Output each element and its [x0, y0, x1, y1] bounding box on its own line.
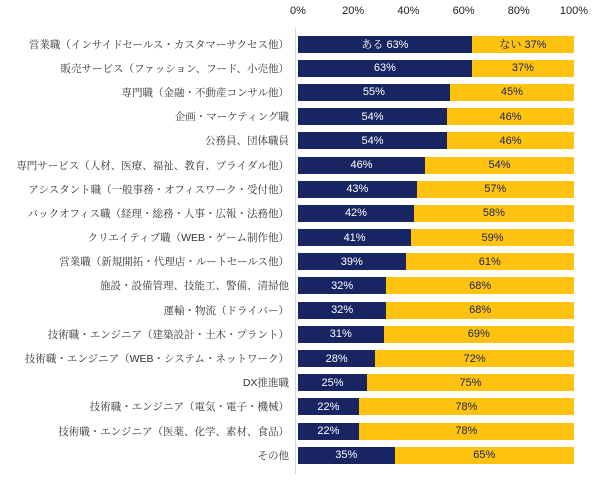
category-label: アシスタント職（一般事務・オフィスワーク・受付他） — [28, 183, 289, 196]
chart-rows — [0, 32, 600, 467]
bar-track — [298, 350, 574, 367]
bar-track — [298, 84, 574, 101]
table-row — [0, 443, 600, 467]
bar-segment-yes — [298, 108, 447, 125]
category-label: バックオフィス職（経理・総務・人事・広報・法務他） — [27, 207, 289, 220]
bar-value-label: 41% — [343, 231, 366, 244]
bar-value-label: 78% — [455, 425, 478, 438]
bar-track — [298, 108, 574, 125]
bar-segment-yes — [298, 253, 406, 270]
bar-track — [298, 60, 574, 77]
table-row — [0, 226, 600, 250]
category-label: 販売サービス（ファッション、フード、小売他） — [60, 62, 289, 75]
x-axis-tick-label: 20% — [342, 5, 365, 17]
bar-value-label: 46% — [350, 159, 373, 172]
bar-segment-yes — [298, 181, 417, 198]
table-row — [0, 322, 600, 346]
bar-track — [298, 36, 574, 53]
bar-segment-yes — [298, 302, 386, 319]
bar-track — [298, 277, 574, 294]
table-row — [0, 177, 600, 201]
table-row — [0, 274, 600, 298]
bar-value-label: 39% — [340, 255, 363, 268]
bar-value-label: 35% — [335, 449, 358, 462]
bar-segment-no — [450, 84, 574, 101]
bar-value-label: 72% — [463, 352, 486, 365]
bar-value-label: 46% — [499, 134, 522, 147]
bar-value-label: ある 63% — [361, 39, 409, 52]
bar-segment-yes — [298, 398, 359, 415]
bar-value-label: 58% — [482, 207, 505, 220]
bar-track — [298, 229, 574, 246]
bar-segment-yes — [298, 84, 450, 101]
bar-segment-no — [406, 253, 574, 270]
bar-value-label: 31% — [329, 328, 352, 341]
bar-value-label: 46% — [499, 110, 522, 123]
bar-segment-yes — [298, 229, 411, 246]
bar-track — [298, 374, 574, 391]
bar-value-label: 22% — [317, 425, 340, 438]
bar-track — [298, 253, 574, 270]
bar-segment-yes — [298, 277, 386, 294]
category-label: 技術職・エンジニア（WEB・システム・ネットワーク） — [24, 353, 289, 366]
bar-value-label: 59% — [481, 231, 504, 244]
table-row — [0, 105, 600, 129]
bar-value-label: 78% — [455, 400, 478, 413]
bar-segment-yes — [298, 157, 425, 174]
bar-value-label: 32% — [331, 304, 354, 317]
table-row — [0, 80, 600, 104]
bar-segment-yes — [298, 132, 447, 149]
bar-value-label: 57% — [484, 183, 507, 196]
bar-value-label: 43% — [346, 183, 369, 196]
table-row — [0, 56, 600, 80]
bar-segment-no — [359, 423, 574, 440]
bar-segment-no — [472, 60, 574, 77]
bar-value-label: 25% — [321, 376, 344, 389]
bar-segment-no — [417, 181, 574, 198]
bar-segment-no — [414, 205, 574, 222]
bar-segment-no — [395, 447, 574, 464]
table-row — [0, 298, 600, 322]
bar-segment-yes — [298, 205, 414, 222]
bar-segment-yes — [298, 447, 395, 464]
x-axis — [0, 0, 600, 22]
table-row — [0, 371, 600, 395]
x-axis-tick-label: 100% — [559, 5, 589, 17]
category-label: 技術職・エンジニア（建築設計・土木・プラント） — [47, 328, 289, 341]
category-label: 技術職・エンジニア（電気・電子・機械） — [89, 401, 289, 414]
x-axis-tick-label: 0% — [290, 5, 306, 17]
x-axis-tick-label: 80% — [507, 5, 530, 17]
x-axis-tick-label: 60% — [452, 5, 475, 17]
category-label: その他 — [257, 449, 289, 462]
category-label: DX推進職 — [242, 377, 289, 390]
bar-value-label: 42% — [344, 207, 367, 220]
bar-segment-yes — [298, 374, 367, 391]
table-row — [0, 346, 600, 370]
bar-track — [298, 326, 574, 343]
bar-track — [298, 423, 574, 440]
category-label: 企画・マーケティング職 — [174, 111, 289, 124]
table-row — [0, 250, 600, 274]
category-label: 施設・設備管理、技能工、警備、清掃他 — [100, 280, 289, 293]
bar-value-label: 61% — [478, 255, 501, 268]
bar-segment-no — [386, 302, 574, 319]
bar-segment-yes — [298, 350, 375, 367]
bar-segment-no — [386, 277, 574, 294]
bar-value-label: 54% — [361, 110, 384, 123]
table-row — [0, 129, 600, 153]
bar-value-label: 63% — [373, 62, 396, 75]
bar-value-label: 68% — [469, 279, 492, 292]
bar-value-label: 54% — [361, 134, 384, 147]
bar-track — [298, 447, 574, 464]
category-label: 営業職（インサイドセールス・カスタマーサクセス他） — [28, 38, 289, 51]
table-row — [0, 419, 600, 443]
category-label: 技術職・エンジニア（医薬、化学、素材、食品） — [58, 425, 289, 438]
table-row — [0, 32, 600, 56]
table-row — [0, 153, 600, 177]
bar-segment-no — [359, 398, 574, 415]
category-label: 専門職（金融・不動産コンサル他） — [121, 86, 289, 99]
bar-segment-yes — [298, 36, 472, 53]
table-row — [0, 395, 600, 419]
x-axis-tick-label: 40% — [397, 5, 420, 17]
category-label: 公務員、団体職員 — [205, 135, 289, 148]
bar-value-label: 69% — [467, 328, 490, 341]
category-label: クリエイティブ職（WEB・ゲーム制作他） — [87, 232, 289, 245]
bar-value-label: ない 37% — [499, 39, 547, 52]
bar-segment-no — [411, 229, 574, 246]
bar-value-label: 22% — [317, 400, 340, 413]
bar-value-label: 45% — [500, 86, 523, 99]
bar-value-label: 28% — [325, 352, 348, 365]
bar-track — [298, 205, 574, 222]
bar-value-label: 54% — [488, 159, 511, 172]
category-label: 営業職（新規開拓・代理店・ルートセールス他） — [59, 256, 289, 269]
bar-track — [298, 157, 574, 174]
bar-segment-no — [447, 132, 574, 149]
bar-track — [298, 302, 574, 319]
bar-track — [298, 132, 574, 149]
bar-segment-no — [375, 350, 574, 367]
bar-segment-no — [367, 374, 574, 391]
bar-value-label: 75% — [459, 376, 482, 389]
bar-segment-no — [447, 108, 574, 125]
bar-segment-no — [472, 36, 574, 53]
bar-segment-yes — [298, 60, 472, 77]
bar-segment-no — [425, 157, 574, 174]
bar-track — [298, 398, 574, 415]
bar-segment-yes — [298, 423, 359, 440]
category-label: 運輸・物流（ドライバー） — [163, 304, 289, 317]
bar-value-label: 32% — [331, 279, 354, 292]
table-row — [0, 201, 600, 225]
bar-value-label: 55% — [362, 86, 385, 99]
bar-track — [298, 181, 574, 198]
bar-value-label: 37% — [511, 62, 534, 75]
bar-segment-yes — [298, 326, 384, 343]
category-label: 専門サービス（人材、医療、福祉、教育、ブライダル他） — [16, 159, 289, 172]
bar-value-label: 68% — [469, 304, 492, 317]
bar-value-label: 65% — [473, 449, 496, 462]
bar-segment-no — [384, 326, 574, 343]
